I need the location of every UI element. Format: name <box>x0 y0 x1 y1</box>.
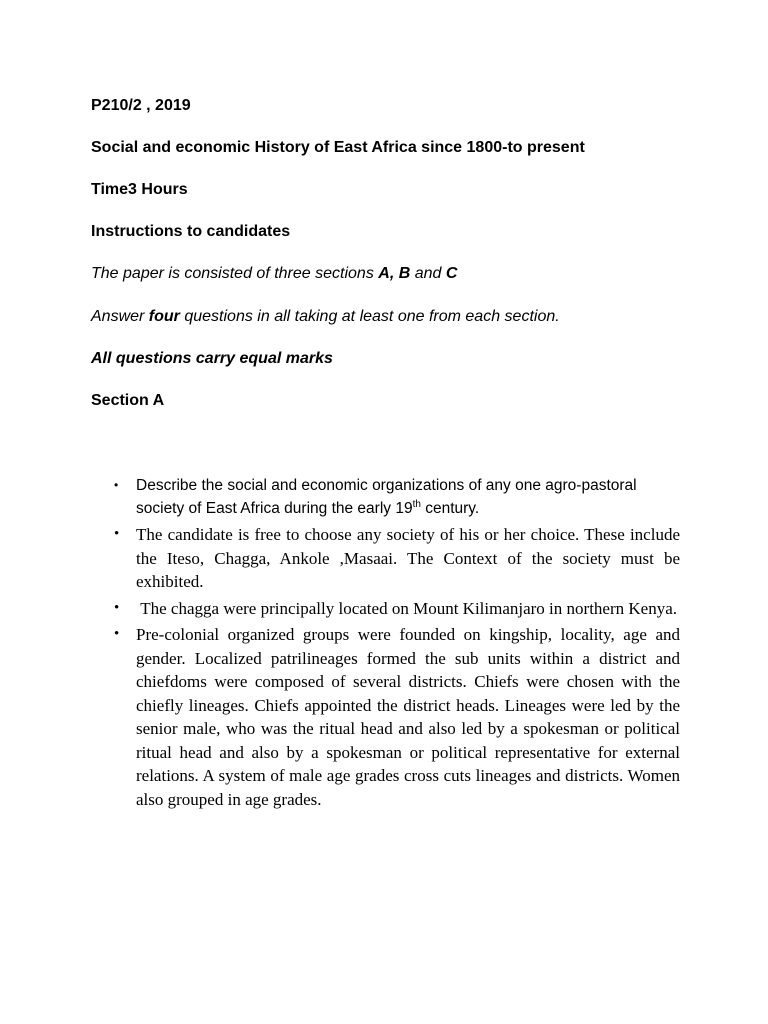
instruction-sections <box>91 264 457 284</box>
list-item <box>92 523 680 594</box>
bullet-text-organization: Pre-colonial organized groups were founded on kingship, locality, age and gender. Localized patrilineages formed the sub units within a district and chiefdoms were composed of several districts. Chiefs were chosen with the chiefly lineages. Chiefs appointed the district heads. Lineages were led by the senior male, who was the ritual head and also led by a spokesman or political ritual head and also by a spokesman or political representative for external relations. A system of male age grades cross cuts lineages and districts. Women also grouped in age grades. <box>136 625 680 809</box>
bullet-icon: • <box>114 599 120 616</box>
answer-bullet-list <box>92 474 680 814</box>
instructions-heading: Instructions to candidates <box>91 223 291 240</box>
section-heading: Section A <box>91 392 165 409</box>
instruction-sections-ab: A, B <box>378 265 411 282</box>
instruction-sections-c: C <box>445 265 458 282</box>
instruction-answer <box>91 307 560 327</box>
instruction-sections-and: and <box>410 265 446 282</box>
bullet-text-chagga: The chagga were principally located on Mount Kilimanjaro in northern Kenya. <box>136 598 677 618</box>
bullet-icon: • <box>114 478 119 492</box>
instruction-answer-pre: Answer <box>91 308 149 325</box>
instruction-answer-post: questions in all taking at least one from each section. <box>179 308 560 325</box>
bullet-text-question: Describe the social and economic organizations of any one agro-pastoral society of East Africa during the early 19 <box>136 477 637 517</box>
instruction-answer-count: four <box>148 308 180 325</box>
bullet-icon: • <box>114 626 120 642</box>
instruction-marks: All questions carry equal marks <box>91 350 333 367</box>
bullet-text-choice: The candidate is free to choose any society of his or her choice. These include the Iteso, Chagga, Ankole ,Masaai. The Context of the society must be exhibited. <box>136 525 680 591</box>
bullet-icon: • <box>114 526 120 542</box>
list-item <box>92 597 680 621</box>
instruction-sections-pre: The paper is consisted of three sections <box>91 265 379 282</box>
list-item <box>92 623 680 811</box>
paper-code: P210/2 , 2019 <box>91 97 191 114</box>
bullet-text-superscript: th <box>412 498 421 510</box>
list-item <box>92 474 680 520</box>
time-allowed: Time3 Hours <box>91 181 188 198</box>
paper-title: Social and economic History of East Africa since 1800-to present <box>91 139 585 156</box>
bullet-text-question-end: century. <box>420 500 480 517</box>
